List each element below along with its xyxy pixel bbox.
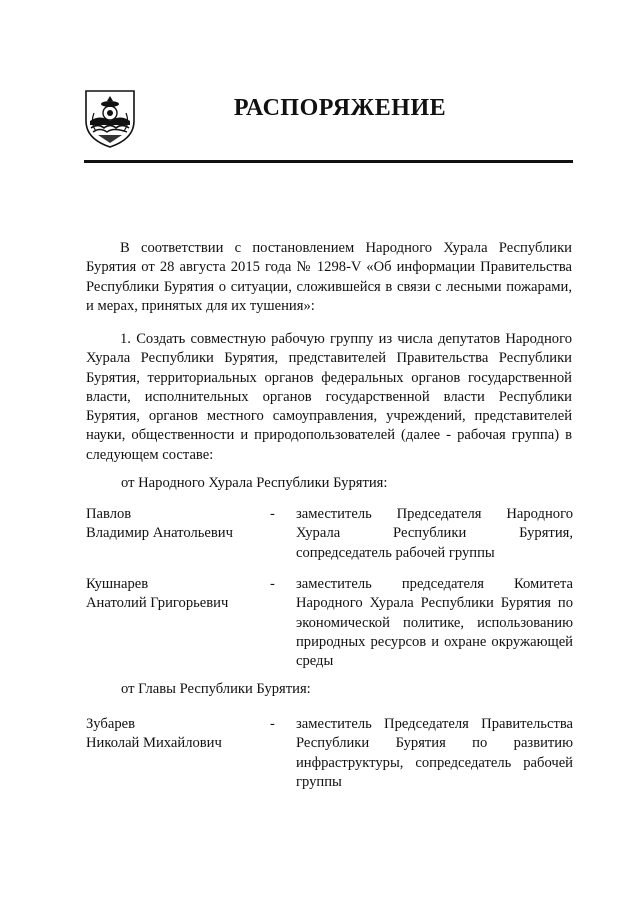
member-dash: - [270, 506, 275, 522]
member-given-names: Анатолий Григорьевич [86, 595, 229, 612]
preamble-paragraph: В соответствии с постановлением Народного Хурала Республики Бурятия от 28 августа 2015 года № 1298-V «Об информации Правительства Республики Бурятия о ситуации, сложившейся в связи с лесными пожарами, и мерах, принятых для их тушения»: [86, 240, 572, 314]
member-role: заместитель Председателя Народного Хурала Республики Бурятия, сопредседатель рабочей группы [296, 506, 573, 561]
coat-of-arms-icon [80, 87, 140, 149]
member-name [86, 715, 266, 754]
member-dash: - [270, 576, 275, 592]
header-divider [84, 160, 573, 163]
member-surname: Зубарев [86, 716, 135, 732]
member-given-names: Владимир Анатольевич [86, 525, 233, 542]
member-surname: Кушнарев [86, 576, 149, 592]
member-dash: - [270, 716, 275, 732]
group-heading-head-of-republic: от Главы Республики Бурятия: [121, 681, 311, 697]
member-role: заместитель Председателя Правительства Республики Бурятия по развитию инфраструктуры, сопредседатель рабочей группы [296, 716, 573, 790]
member-name [86, 505, 266, 544]
member-name [86, 575, 266, 614]
document-title: РАСПОРЯЖЕНИЕ [233, 95, 447, 121]
member-surname: Павлов [86, 506, 132, 522]
group-heading-khural: от Народного Хурала Республики Бурятия: [121, 475, 388, 491]
clause-1-paragraph: 1. Создать совместную рабочую группу из числа депутатов Народного Хурала Республики Бурятия, представителей Правительства Республики Бурятия, территориальных органов федеральных органов государственной власти, исполнительных органов государственной власти Республики Бурятия, органов местного самоуправления, учреждений, представителей науки, общественности и природопользователей (далее - рабочая группа) в следующем составе: [86, 331, 572, 463]
member-given-names: Николай Михайлович [86, 735, 222, 752]
member-role: заместитель председателя Комитета Народного Хурала Республики Бурятия по экономической политике, использованию природных ресурсов и охране окружающей среды [296, 576, 573, 670]
